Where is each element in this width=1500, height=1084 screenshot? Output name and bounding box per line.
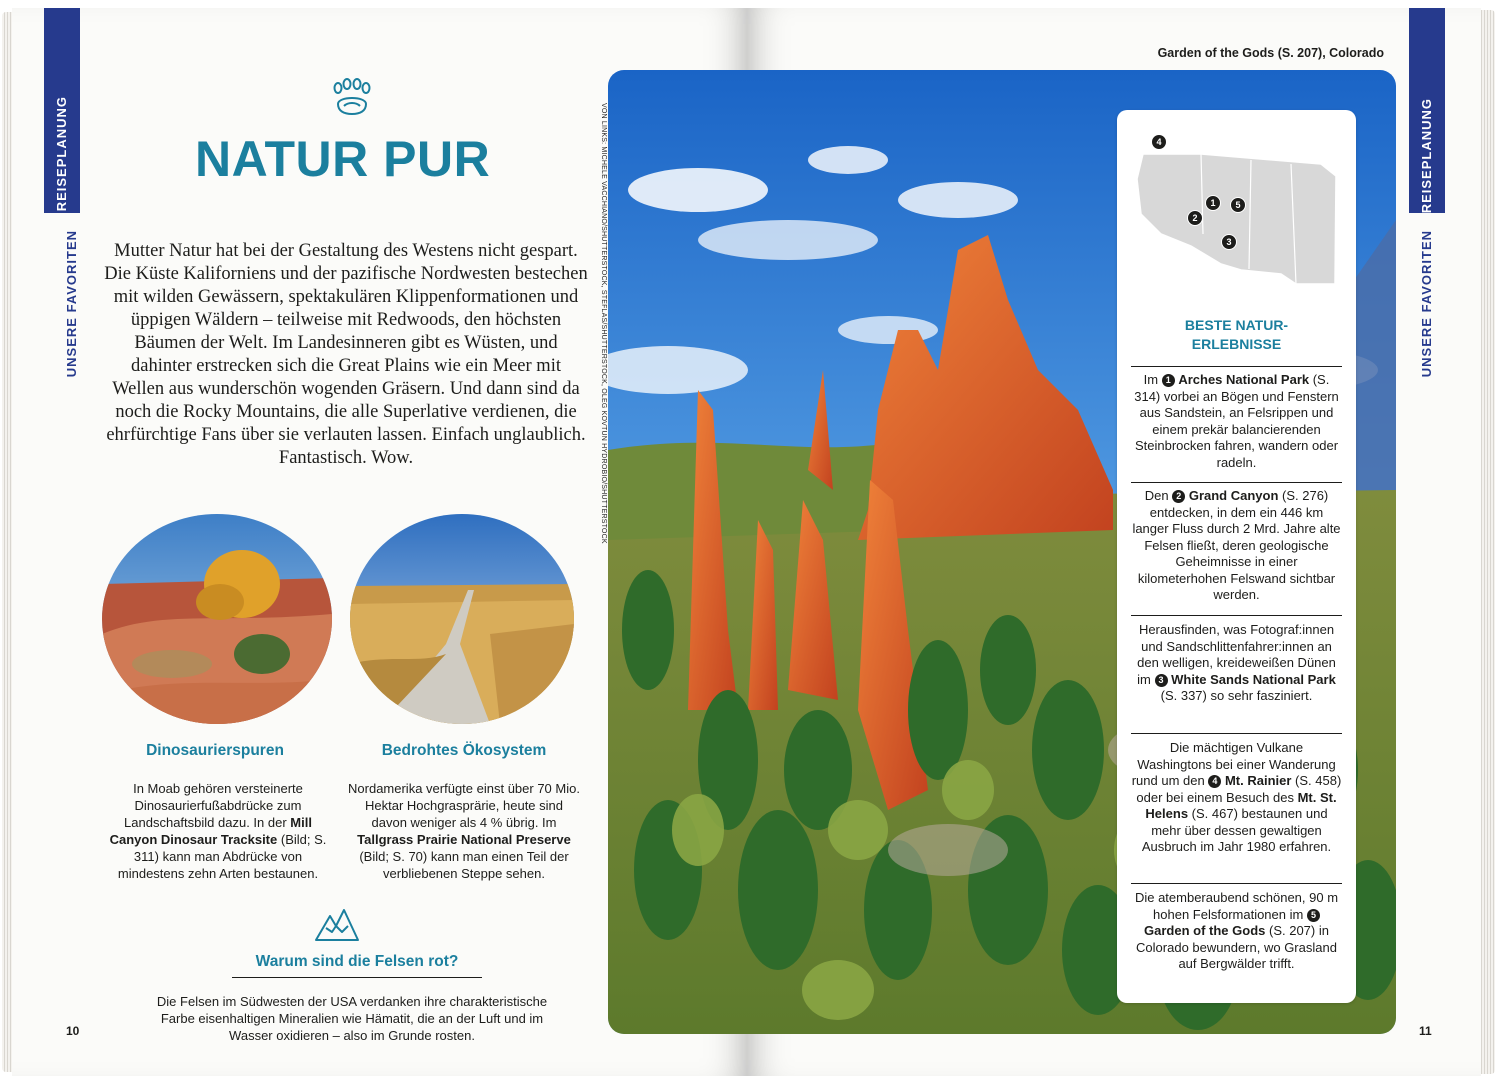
entry-place-name: Mt. St. Helens [1145, 789, 1337, 821]
entry-place-name: Mt. Rainier [1224, 773, 1292, 788]
divider [1131, 883, 1342, 884]
feature-title-dinosaur: Dinosaurierspuren [146, 742, 284, 759]
entry-place-name: Garden of the Gods [1144, 923, 1266, 938]
rock-section-title: Warum sind die Felsen rot? [232, 953, 482, 978]
map-marker: 3 [1221, 234, 1237, 250]
card-title-line: ERLEBNISSE [1191, 336, 1282, 352]
entry-place-name: Grand Canyon [1188, 488, 1279, 503]
side-label-favoriten: UNSERE FAVORITEN [64, 230, 79, 378]
entry-number: 3 [1155, 674, 1168, 687]
page-number-left: 10 [66, 1024, 80, 1038]
page-headline: NATUR PUR [195, 131, 491, 187]
entry-text: (S. 207) in Colorado bewundern, wo Grasland auf Bergwälder trifft. [1136, 923, 1337, 971]
favorite-entry [1131, 740, 1342, 856]
entry-number: 1 [1162, 374, 1175, 387]
entry-number: 5 [1307, 909, 1320, 922]
feature-place-name: Mill Canyon Dinosaur Tracksite [109, 815, 312, 847]
entry-text: (S. 458) oder bei einem Besuch des [1136, 773, 1342, 805]
usa-west-map [1131, 134, 1343, 294]
map-marker: 2 [1187, 210, 1203, 226]
entry-text: (S. 467) bestaunen und mehr über dessen gewaltigen Ausbruch im Jahr 1980 erfahren. [1141, 806, 1332, 854]
side-tab-label: REISEPLANUNG [1419, 98, 1434, 214]
entry-text: Die mächtigen Vulkane Washingtons bei einer Wanderung rund um den [1131, 740, 1336, 788]
entry-text: Herausfinden, was Fotograf:innen und Sandschlittenfahrer:innen an den welligen, kreideweißen Dünen im [1137, 622, 1336, 687]
divider [1131, 482, 1342, 483]
entry-place-name: White Sands National Park [1171, 671, 1336, 687]
entry-text: (S. 276) entdecken, in dem ein 446 km langer Fluss durch 2 Mrd. Jahre alte Felsen fließt, deren geologische Geheimnisse in einer kilometerhohen Felswand sichtbar werden. [1132, 488, 1341, 602]
feature-text-dinosaur [102, 780, 334, 882]
divider [1131, 733, 1342, 734]
entry-text: Den [1144, 488, 1173, 503]
favorite-entry [1131, 488, 1342, 604]
entry-text: (S. 314) vorbei an Bögen und Fenstern aus Sandstein, an Felsrippen und einem prekär balancierenden Steinbrocken fahren, wandern oder radeln. [1134, 372, 1339, 470]
photo-dinosaur-tracksite [102, 514, 332, 724]
divider [1131, 615, 1342, 616]
favorite-entry [1131, 372, 1342, 471]
page-edge-left [2, 12, 12, 1072]
feature-title-ecosystem: Bedrohtes Ökosystem [381, 742, 547, 759]
divider [1131, 366, 1342, 367]
page-number-right: 11 [1419, 1024, 1432, 1038]
side-tab-reiseplanung-right [1409, 8, 1445, 213]
feature-place-name: Tallgrass Prairie National Preserve [357, 832, 571, 847]
entry-number: 2 [1172, 490, 1185, 503]
entry-text: (S. 337) so sehr fasziniert. [1160, 688, 1313, 703]
feature-text-part: In Moab gehören versteinerte Dinosaurierfußabdrücke zum Landschaftsbild dazu. In der [124, 781, 303, 830]
side-tab-reiseplanung [44, 8, 80, 213]
mountain-icon [314, 906, 360, 942]
entry-number: 4 [1208, 775, 1221, 788]
map-marker: 4 [1151, 134, 1167, 150]
card-title [1117, 316, 1356, 354]
side-label-favoriten: UNSERE FAVORITEN [1419, 230, 1434, 378]
photo-tallgrass-prairie [350, 514, 574, 724]
photo-credit: VON LINKS: MICHELE VACCHIANO/SHUTTERSTOCK, STEFLAS/SHUTTERSTOCK, OLEG KOVTUN HYDROBIO/SHUTTERSTOCK [600, 103, 607, 544]
feature-text-part: (Bild; S. 70) kann man einen Teil der verbliebenen Steppe sehen. [359, 849, 569, 881]
entry-text: Im [1143, 372, 1162, 387]
intro-paragraph: Mutter Natur hat bei der Gestaltung des Westens nicht gespart. Die Küste Kaliforniens und der pazifische Nordwesten bestechen mit wilden Gewässern, spektakulären Klippenformationen und üppigen Wäldern – teilweise mit Redwoods, den höchsten Bäumen der Welt. Im Landesinneren gibt es Wüsten, und dahinter erstrecken sich die Great Plains wie ein Meer mit Wellen aus wunderschön wogenden Gräsern. Und dann sind da noch die Rocky Mountains, die alle Superlative verdienen, die ehrfürchtige Fans über sie verlauten lassen. Einfach unglaublich. Fantastisch. Wow. [104, 241, 588, 468]
card-title-line: BESTE NATUR- [1184, 317, 1289, 333]
entry-place-name: Arches National Park [1178, 372, 1310, 387]
paw-icon [330, 78, 374, 118]
favorites-card [1117, 110, 1356, 1003]
photo-caption: Garden of the Gods (S. 207), Colorado [1157, 46, 1384, 60]
map-marker: 5 [1230, 197, 1246, 213]
feature-text-part: Nordamerika verfügte einst über 70 Mio. Hektar Hochgrasprärie, heute sind davon weniger als 4 % übrig. Im [348, 781, 580, 830]
feature-text-ecosystem [348, 780, 580, 882]
rock-section-text: Die Felsen im Südwesten der USA verdanken ihre charakteristische Farbe eisenhaltigen Mineralien wie Hämatit, die an der Luft und im Wasser oxidieren – also im Grunde rosten. [156, 994, 548, 1043]
favorite-entry [1131, 890, 1342, 973]
feature-text-part: (Bild; S. 311) kann man Abdrücke von mindestens zehn Arten bestaunen. [117, 832, 327, 881]
map-marker: 1 [1205, 195, 1221, 211]
side-tab-label: REISEPLANUNG [54, 96, 69, 212]
favorite-entry [1131, 622, 1342, 705]
entry-text: Die atemberaubend schönen, 90 m hohen Felsformationen im [1134, 890, 1339, 922]
page-edge-right [1481, 10, 1495, 1074]
